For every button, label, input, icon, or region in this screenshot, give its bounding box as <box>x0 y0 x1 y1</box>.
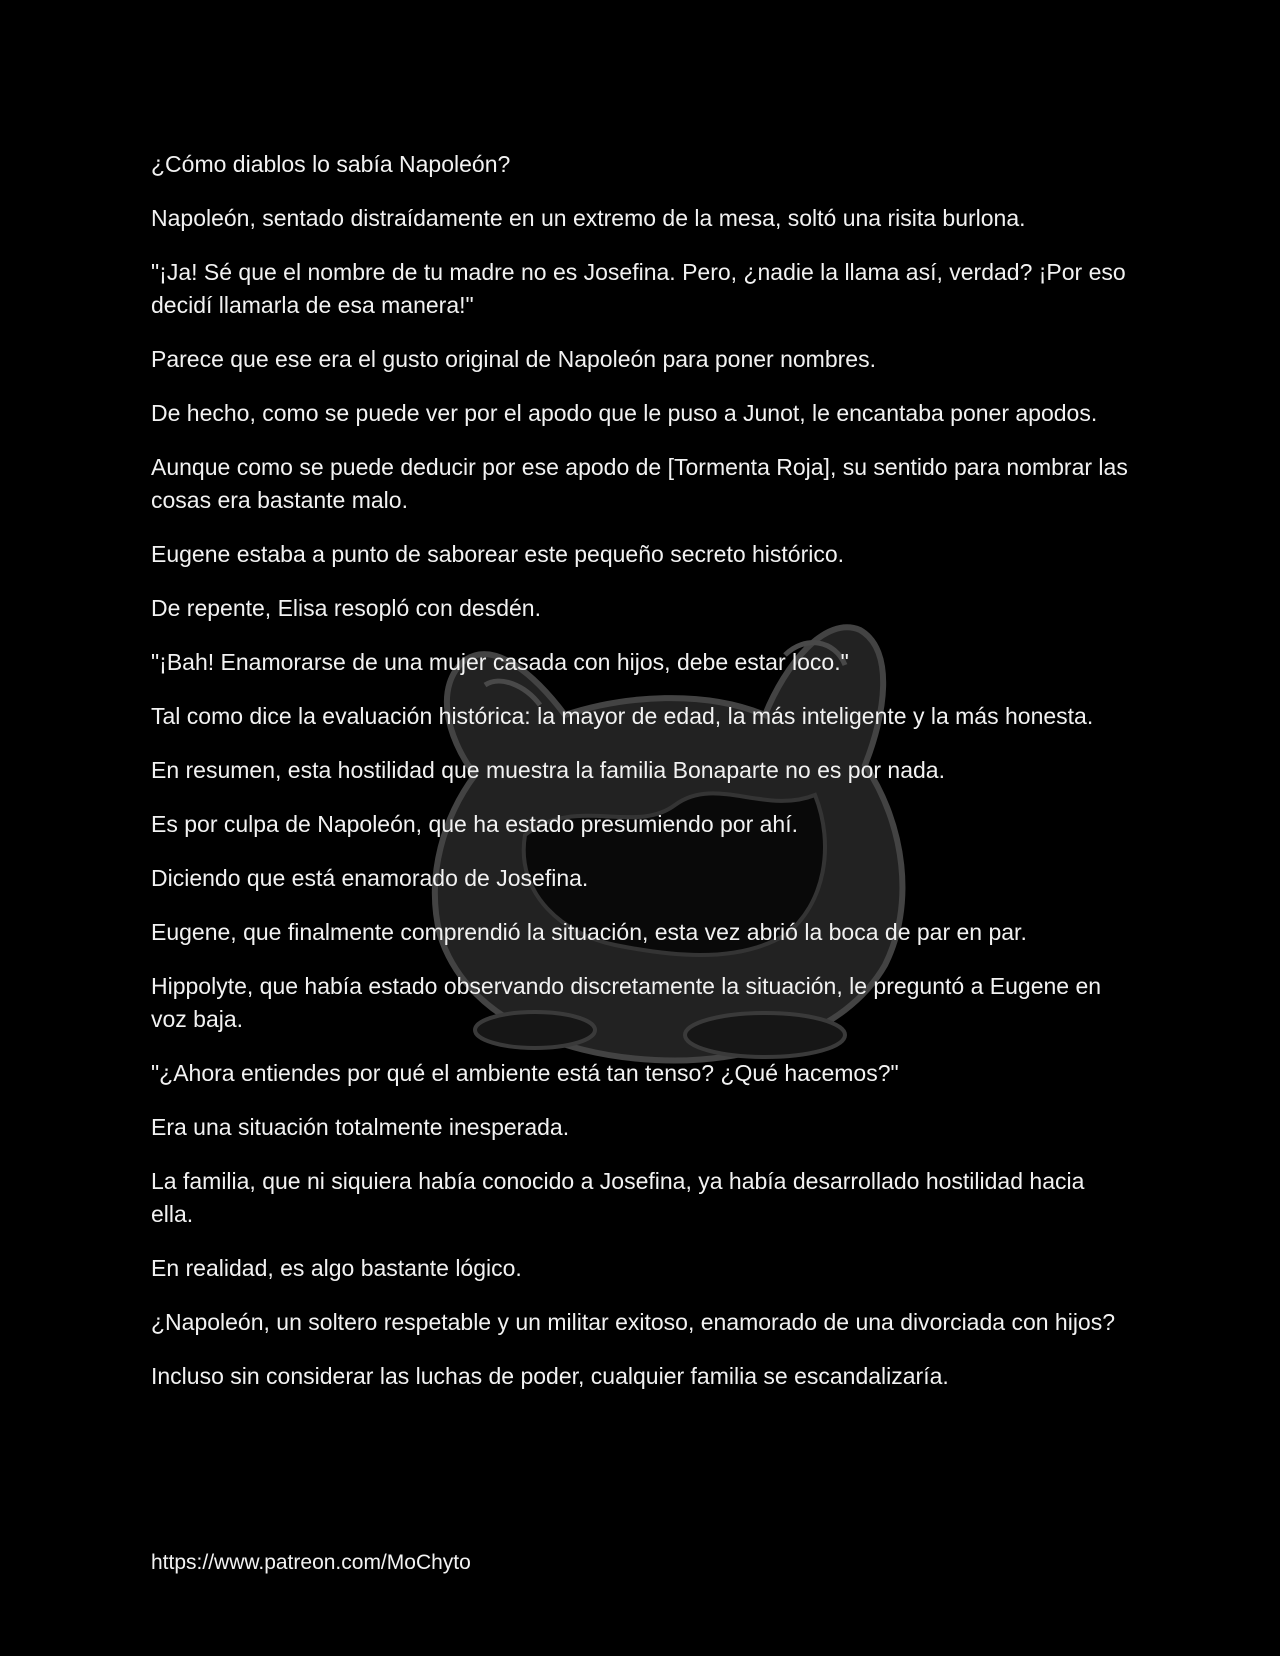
paragraph: En realidad, es algo bastante lógico. <box>151 1255 522 1281</box>
paragraph: Eugene, que finalmente comprendió la situación, esta vez abrió la boca de par en par. <box>151 919 1027 945</box>
paragraph: "¡Bah! Enamorarse de una mujer casada con hijos, debe estar loco." <box>151 649 849 675</box>
paragraph: De hecho, como se puede ver por el apodo que le puso a Junot, le encantaba poner apodos. <box>151 400 1098 426</box>
paragraph: Hippolyte, que había estado observando discretamente la situación, le preguntó a Eugene en voz baja. <box>151 973 1102 1032</box>
paragraph: Parece que ese era el gusto original de Napoleón para poner nombres. <box>151 346 876 372</box>
paragraph: Napoleón, sentado distraídamente en un extremo de la mesa, soltó una risita burlona. <box>151 205 1026 231</box>
paragraph: De repente, Elisa resopló con desdén. <box>151 595 541 621</box>
paragraph: Diciendo que está enamorado de Josefina. <box>151 865 589 891</box>
paragraph: Es por culpa de Napoleón, que ha estado presumiendo por ahí. <box>151 811 798 837</box>
paragraph: La familia, que ni siquiera había conocido a Josefina, ya había desarrollado hostilidad hacia ella. <box>151 1168 1085 1227</box>
paragraph: ¿Cómo diablos lo sabía Napoleón? <box>151 151 511 177</box>
paragraph: Incluso sin considerar las luchas de poder, cualquier familia se escandalizaría. <box>151 1363 949 1389</box>
paragraph: Era una situación totalmente inesperada. <box>151 1114 570 1140</box>
paragraph: En resumen, esta hostilidad que muestra la familia Bonaparte no es por nada. <box>151 757 945 783</box>
paragraph: "¡Ja! Sé que el nombre de tu madre no es Josefina. Pero, ¿nadie la llama así, verdad? ¡Por eso decidí llamarla de esa manera!" <box>151 259 1126 318</box>
paragraph: Tal como dice la evaluación histórica: la mayor de edad, la más inteligente y la más honesta. <box>151 703 1094 729</box>
paragraph: ¿Napoleón, un soltero respetable y un militar exitoso, enamorado de una divorciada con hijos? <box>151 1309 1116 1335</box>
paragraph: Eugene estaba a punto de saborear este pequeño secreto histórico. <box>151 541 845 567</box>
paragraph: "¿Ahora entiendes por qué el ambiente está tan tenso? ¿Qué hacemos?" <box>151 1060 899 1086</box>
patreon-link[interactable]: https://www.patreon.com/MoChyto <box>151 1551 471 1574</box>
chapter-text <box>151 148 1131 1414</box>
paragraph: Aunque como se puede deducir por ese apodo de [Tormenta Roja], su sentido para nombrar las cosas era bastante malo. <box>151 454 1128 513</box>
